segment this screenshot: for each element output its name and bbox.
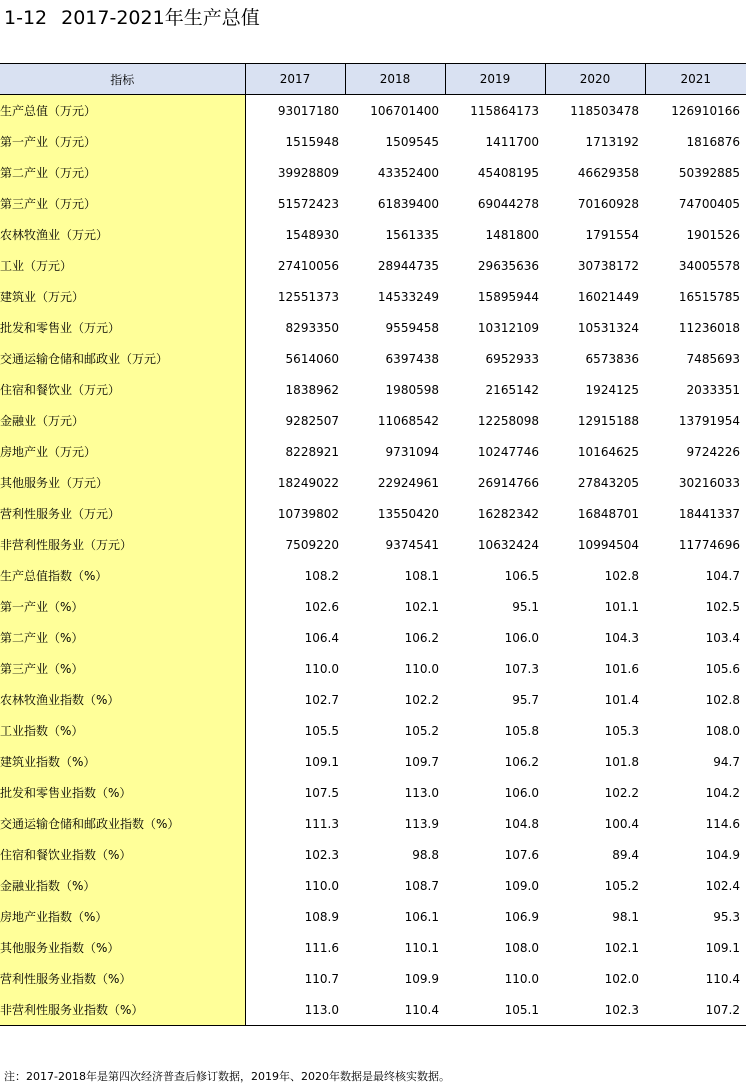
row-label: 工业指数（%） (0, 715, 245, 746)
cell-value: 98.1 (612, 909, 639, 924)
row-label: 房地产业（万元） (0, 436, 245, 467)
cell-value: 95.1 (512, 599, 539, 614)
header-year: 2019 (445, 64, 545, 95)
cell-value: 10994504 (577, 537, 639, 552)
table-row (0, 405, 746, 436)
table-row (0, 374, 746, 405)
table-row (0, 994, 746, 1026)
table-row (0, 591, 746, 622)
cell-value: 106.2 (404, 630, 439, 645)
cell-value: 27410056 (277, 258, 339, 273)
cell-value: 98.8 (412, 847, 439, 862)
cell-value: 102.3 (304, 847, 339, 862)
cell-value: 101.6 (604, 661, 639, 676)
cell-value: 102.1 (404, 599, 439, 614)
row-label: 非营利性服务业（万元） (0, 529, 245, 560)
cell-value: 110.0 (304, 878, 339, 893)
cell-value: 100.4 (604, 816, 639, 831)
cell-value: 11774696 (678, 537, 740, 552)
cell-value: 7485693 (686, 351, 740, 366)
cell-value: 106701400 (370, 103, 439, 118)
cell-value: 105.1 (445, 994, 545, 1026)
cell-value: 16848701 (577, 506, 639, 521)
cell-value: 110.0 (504, 971, 539, 986)
table-row (0, 498, 746, 529)
table-row (0, 808, 746, 839)
cell-value: 105.3 (604, 723, 639, 738)
table-title: 2017-2021年生产总值 (61, 7, 260, 29)
cell-value: 111.3 (304, 816, 339, 831)
cell-value: 107.5 (304, 785, 339, 800)
gdp-table (0, 63, 746, 1026)
header-year: 2020 (545, 64, 645, 95)
table-row (0, 219, 746, 250)
row-label: 第三产业（%） (0, 653, 245, 684)
cell-value: 1481800 (485, 227, 539, 242)
cell-value: 8228921 (285, 444, 339, 459)
cell-value: 6573836 (585, 351, 639, 366)
cell-value: 95.3 (713, 909, 740, 924)
cell-value: 1548930 (285, 227, 339, 242)
cell-value: 10247746 (477, 444, 539, 459)
table-row (0, 622, 746, 653)
cell-value: 107.3 (504, 661, 539, 676)
cell-value: 1838962 (285, 382, 339, 397)
cell-value: 109.9 (404, 971, 439, 986)
row-label: 农林牧渔业指数（%） (0, 684, 245, 715)
row-label: 第二产业（%） (0, 622, 245, 653)
row-label: 第一产业（%） (0, 591, 245, 622)
cell-value: 102.2 (604, 785, 639, 800)
cell-value: 104.9 (705, 847, 740, 862)
table-row (0, 281, 746, 312)
cell-value: 1816876 (686, 134, 740, 149)
cell-value: 110.0 (304, 661, 339, 676)
cell-value: 18441337 (678, 506, 740, 521)
header-indicator: 指标 (0, 64, 245, 95)
cell-value: 10739802 (277, 506, 339, 521)
table-row (0, 932, 746, 963)
cell-value: 103.4 (705, 630, 740, 645)
cell-value: 106.0 (504, 785, 539, 800)
cell-value: 30216033 (678, 475, 740, 490)
cell-value: 105.8 (504, 723, 539, 738)
table-header-row (0, 64, 746, 95)
table-row (0, 963, 746, 994)
cell-value: 12258098 (477, 413, 539, 428)
cell-value: 106.0 (504, 630, 539, 645)
cell-value: 108.9 (304, 909, 339, 924)
cell-value: 9374541 (385, 537, 439, 552)
cell-value: 109.1 (304, 754, 339, 769)
cell-value: 105.6 (705, 661, 740, 676)
cell-value: 109.0 (504, 878, 539, 893)
cell-value: 1980598 (385, 382, 439, 397)
cell-value: 18249022 (277, 475, 339, 490)
cell-value: 105.2 (604, 878, 639, 893)
cell-value: 118503478 (570, 103, 639, 118)
table-row (0, 529, 746, 560)
table-row (0, 901, 746, 932)
cell-value: 126910166 (671, 103, 740, 118)
table-row (0, 777, 746, 808)
row-label: 交通运输仓储和邮政业指数（%） (0, 808, 245, 839)
row-label: 第三产业（万元） (0, 188, 245, 219)
cell-value: 61839400 (377, 196, 439, 211)
cell-value: 10312109 (477, 320, 539, 335)
cell-value: 46629358 (577, 165, 639, 180)
table-row (0, 188, 746, 219)
cell-value: 45408195 (477, 165, 539, 180)
cell-value: 28944735 (377, 258, 439, 273)
cell-value: 109.7 (404, 754, 439, 769)
cell-value: 50392885 (678, 165, 740, 180)
cell-value: 106.1 (404, 909, 439, 924)
cell-value: 102.2 (404, 692, 439, 707)
cell-value: 34005578 (678, 258, 740, 273)
cell-value: 102.1 (604, 940, 639, 955)
cell-value: 1411700 (485, 134, 539, 149)
footnote: 注：2017-2018年是第四次经济普查后修订数据，2019年、2020年数据是最终核实数据。 (4, 1070, 450, 1083)
row-label: 营利性服务业（万元） (0, 498, 245, 529)
cell-value: 11068542 (377, 413, 439, 428)
cell-value: 74700405 (678, 196, 740, 211)
cell-value: 101.4 (604, 692, 639, 707)
cell-value: 22924961 (377, 475, 439, 490)
cell-value: 115864173 (470, 103, 539, 118)
cell-value: 51572423 (277, 196, 339, 211)
row-label: 住宿和餐饮业（万元） (0, 374, 245, 405)
cell-value: 70160928 (577, 196, 639, 211)
cell-value: 102.0 (604, 971, 639, 986)
row-label: 住宿和餐饮业指数（%） (0, 839, 245, 870)
cell-value: 1561335 (385, 227, 439, 242)
cell-value: 89.4 (612, 847, 639, 862)
cell-value: 6397438 (385, 351, 439, 366)
row-label: 营利性服务业指数（%） (0, 963, 245, 994)
table-row (0, 560, 746, 591)
cell-value: 107.2 (645, 994, 746, 1026)
table-row (0, 839, 746, 870)
table-row (0, 343, 746, 374)
cell-value: 43352400 (377, 165, 439, 180)
table-row (0, 684, 746, 715)
cell-value: 11236018 (678, 320, 740, 335)
row-label: 建筑业（万元） (0, 281, 245, 312)
cell-value: 30738172 (577, 258, 639, 273)
cell-value: 106.9 (504, 909, 539, 924)
cell-value: 1515948 (285, 134, 339, 149)
row-label: 批发和零售业指数（%） (0, 777, 245, 808)
row-label: 金融业指数（%） (0, 870, 245, 901)
cell-value: 101.1 (604, 599, 639, 614)
cell-value: 1901526 (686, 227, 740, 242)
cell-value: 102.3 (545, 994, 645, 1026)
cell-value: 16515785 (678, 289, 740, 304)
cell-value: 113.0 (245, 994, 345, 1026)
cell-value: 108.0 (705, 723, 740, 738)
cell-value: 109.1 (705, 940, 740, 955)
table-row (0, 157, 746, 188)
table-number: 1-12 (4, 7, 48, 29)
cell-value: 106.2 (504, 754, 539, 769)
cell-value: 10164625 (577, 444, 639, 459)
cell-value: 10531324 (577, 320, 639, 335)
row-label: 第二产业（万元） (0, 157, 245, 188)
header-year: 2017 (245, 64, 345, 95)
cell-value: 69044278 (477, 196, 539, 211)
table-row (0, 436, 746, 467)
cell-value: 13791954 (678, 413, 740, 428)
cell-value: 114.6 (705, 816, 740, 831)
cell-value: 105.2 (404, 723, 439, 738)
cell-value: 10632424 (477, 537, 539, 552)
table-row (0, 746, 746, 777)
row-label: 其他服务业（万元） (0, 467, 245, 498)
row-label: 生产总值（万元） (0, 95, 245, 127)
table-row (0, 467, 746, 498)
cell-value: 104.2 (705, 785, 740, 800)
table-row (0, 870, 746, 901)
cell-value: 110.1 (404, 940, 439, 955)
cell-value: 29635636 (477, 258, 539, 273)
cell-value: 1791554 (585, 227, 639, 242)
cell-value: 9559458 (385, 320, 439, 335)
cell-value: 27843205 (577, 475, 639, 490)
cell-value: 2033351 (686, 382, 740, 397)
cell-value: 102.7 (304, 692, 339, 707)
cell-value: 13550420 (377, 506, 439, 521)
header-year: 2021 (645, 64, 746, 95)
cell-value: 110.0 (404, 661, 439, 676)
cell-value: 16282342 (477, 506, 539, 521)
cell-value: 12915188 (577, 413, 639, 428)
cell-value: 9731094 (385, 444, 439, 459)
cell-value: 111.6 (304, 940, 339, 955)
cell-value: 1509545 (385, 134, 439, 149)
cell-value: 107.6 (504, 847, 539, 862)
cell-value: 94.7 (713, 754, 740, 769)
row-label: 建筑业指数（%） (0, 746, 245, 777)
cell-value: 106.5 (504, 568, 539, 583)
cell-value: 110.4 (705, 971, 740, 986)
cell-value: 113.0 (404, 785, 439, 800)
cell-value: 104.8 (504, 816, 539, 831)
cell-value: 110.4 (345, 994, 445, 1026)
cell-value: 7509220 (285, 537, 339, 552)
cell-value: 105.5 (304, 723, 339, 738)
cell-value: 6952933 (485, 351, 539, 366)
cell-value: 113.9 (404, 816, 439, 831)
cell-value: 14533249 (377, 289, 439, 304)
cell-value: 2165142 (485, 382, 539, 397)
table-row (0, 715, 746, 746)
cell-value: 102.5 (705, 599, 740, 614)
cell-value: 104.7 (705, 568, 740, 583)
cell-value: 1924125 (585, 382, 639, 397)
cell-value: 108.1 (404, 568, 439, 583)
cell-value: 110.7 (304, 971, 339, 986)
row-label: 批发和零售业（万元） (0, 312, 245, 343)
table-row (0, 126, 746, 157)
page-title (4, 6, 260, 30)
cell-value: 15895944 (477, 289, 539, 304)
row-label: 工业（万元） (0, 250, 245, 281)
cell-value: 108.2 (304, 568, 339, 583)
cell-value: 9724226 (686, 444, 740, 459)
cell-value: 108.0 (504, 940, 539, 955)
cell-value: 16021449 (577, 289, 639, 304)
cell-value: 39928809 (277, 165, 339, 180)
row-label: 生产总值指数（%） (0, 560, 245, 591)
table-row (0, 312, 746, 343)
row-label: 农林牧渔业（万元） (0, 219, 245, 250)
cell-value: 95.7 (512, 692, 539, 707)
header-year: 2018 (345, 64, 445, 95)
cell-value: 9282507 (285, 413, 339, 428)
row-label: 交通运输仓储和邮政业（万元） (0, 343, 245, 374)
cell-value: 102.8 (604, 568, 639, 583)
row-label: 金融业（万元） (0, 405, 245, 436)
cell-value: 93017180 (277, 103, 339, 118)
cell-value: 108.7 (404, 878, 439, 893)
row-label: 房地产业指数（%） (0, 901, 245, 932)
row-label: 其他服务业指数（%） (0, 932, 245, 963)
cell-value: 104.3 (604, 630, 639, 645)
cell-value: 26914766 (477, 475, 539, 490)
cell-value: 102.4 (705, 878, 740, 893)
cell-value: 12551373 (277, 289, 339, 304)
cell-value: 102.8 (705, 692, 740, 707)
cell-value: 8293350 (285, 320, 339, 335)
row-label: 第一产业（万元） (0, 126, 245, 157)
cell-value: 106.4 (304, 630, 339, 645)
cell-value: 5614060 (285, 351, 339, 366)
table-row (0, 95, 746, 127)
row-label: 非营利性服务业指数（%） (0, 994, 245, 1026)
cell-value: 101.8 (604, 754, 639, 769)
table-row (0, 250, 746, 281)
cell-value: 102.6 (304, 599, 339, 614)
table-row (0, 653, 746, 684)
cell-value: 1713192 (585, 134, 639, 149)
